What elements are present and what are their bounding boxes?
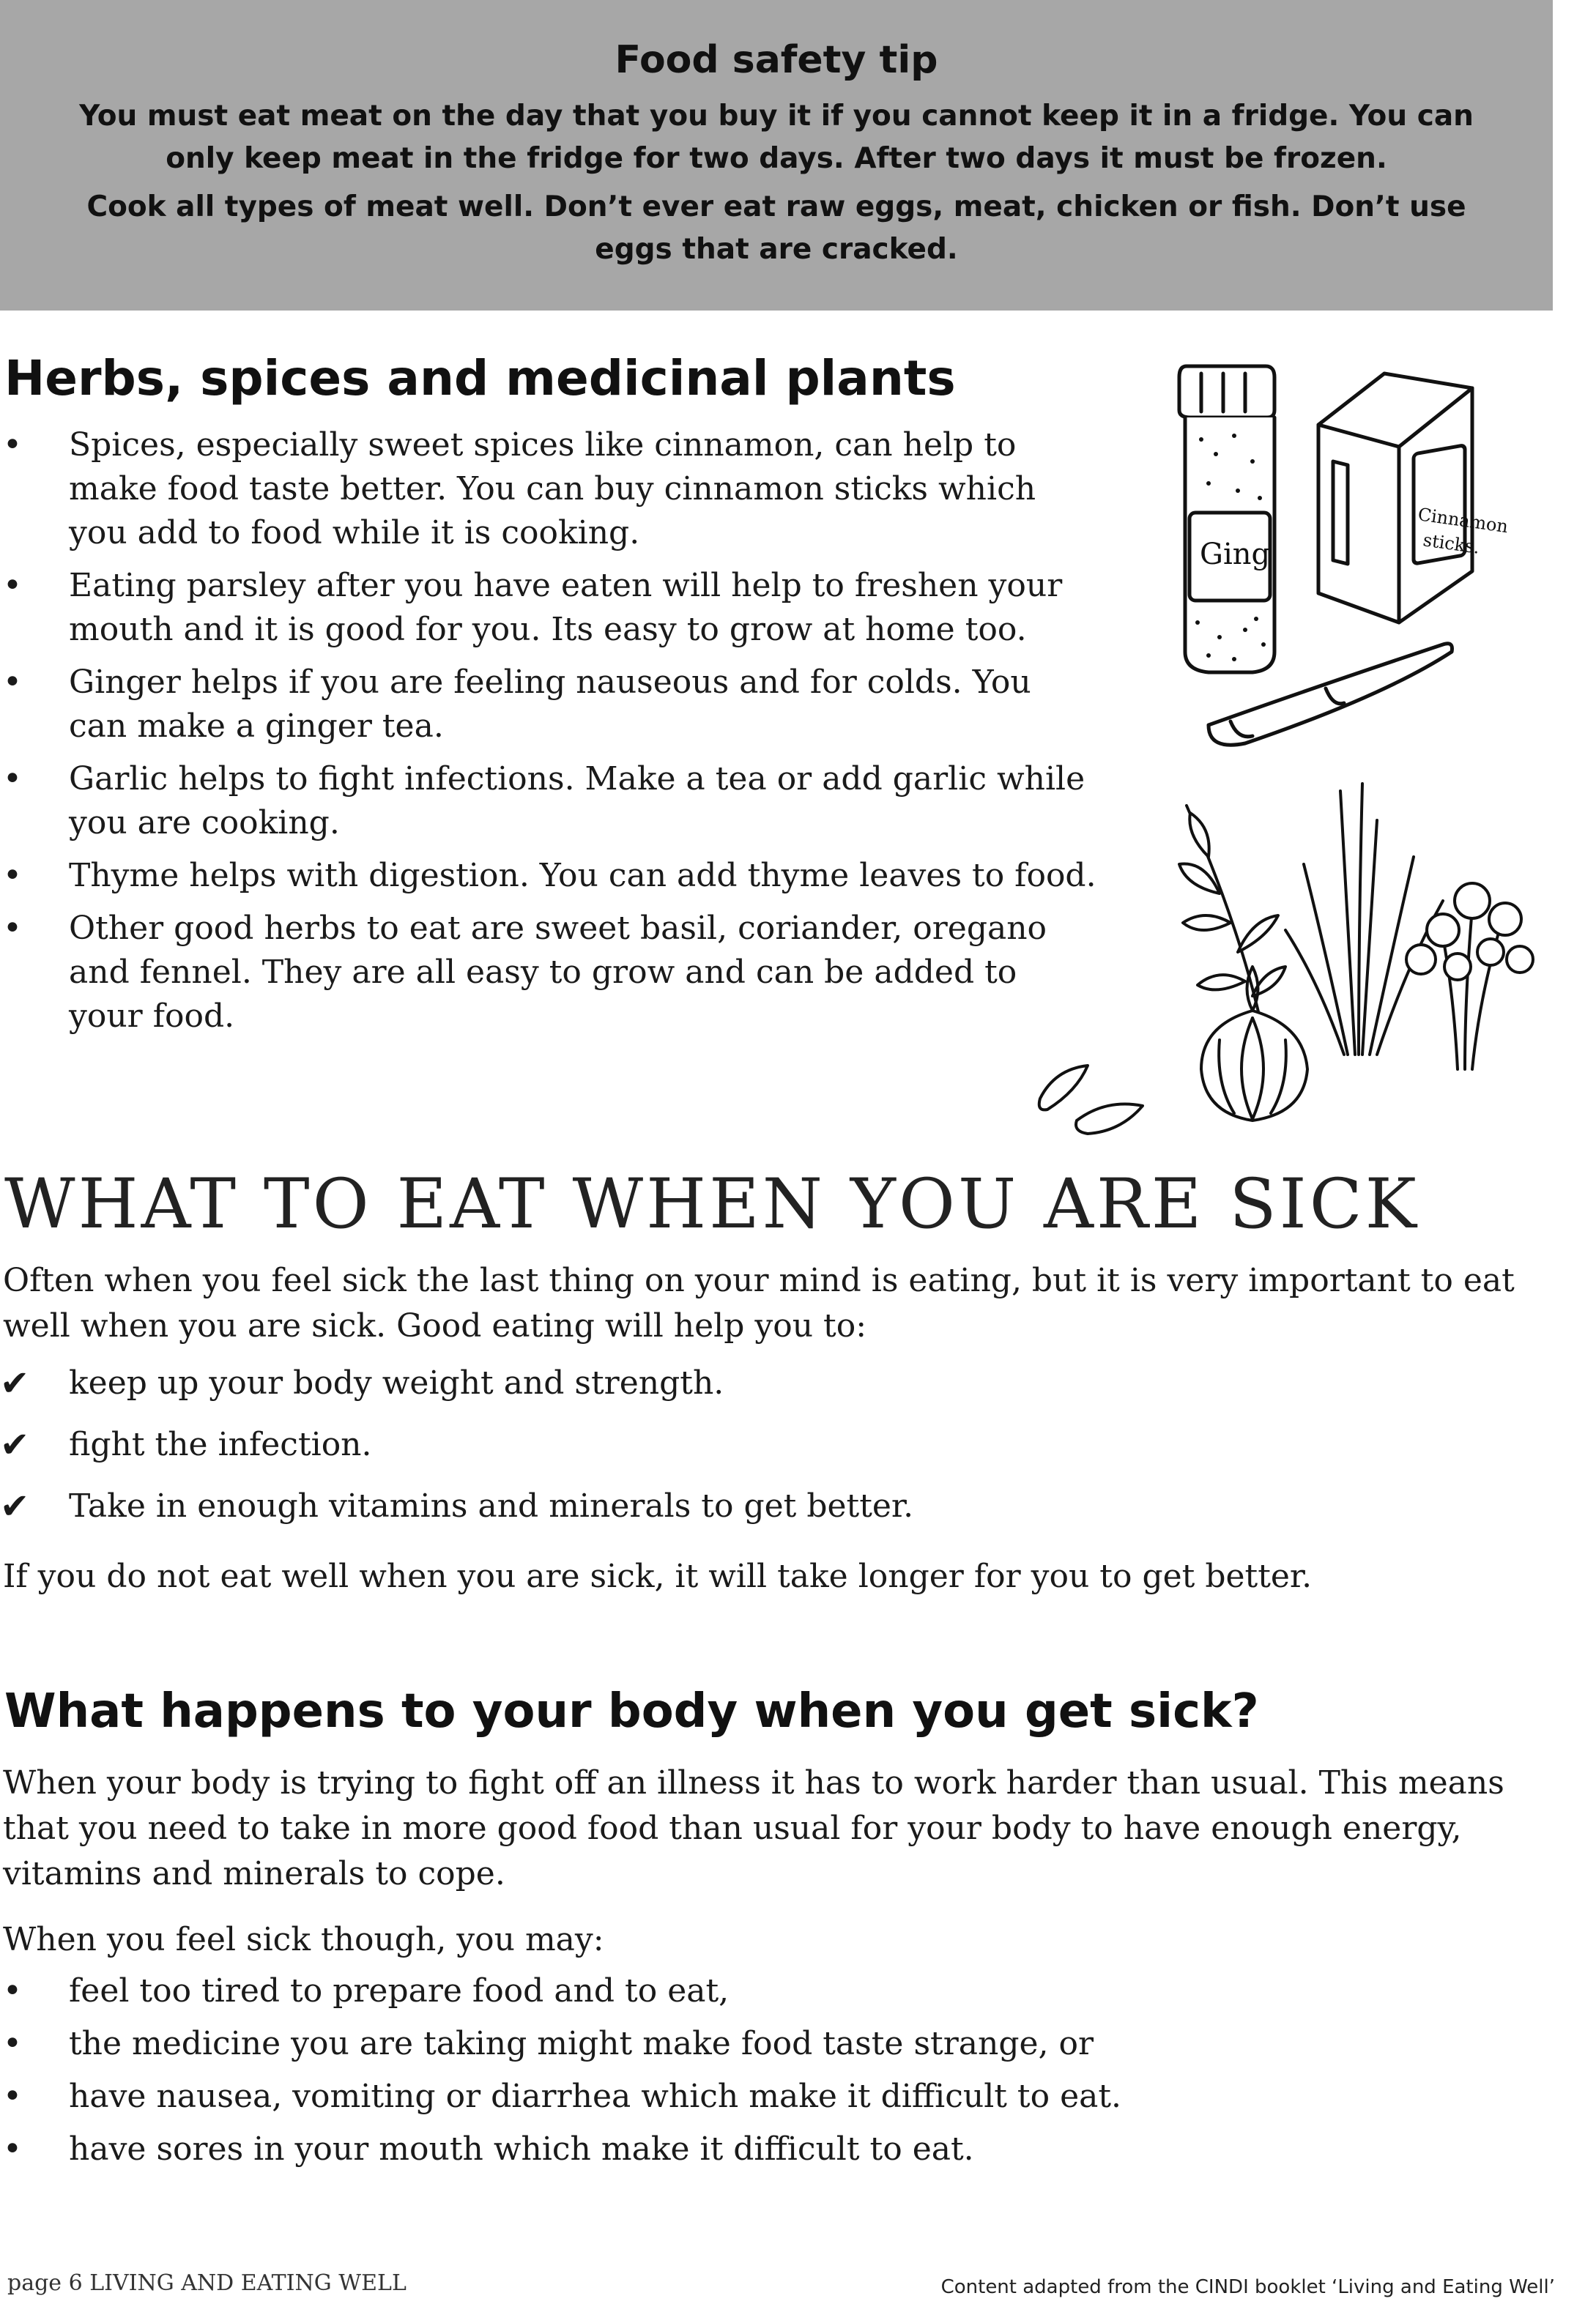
list-item xyxy=(0,1969,1538,2014)
bullet: • xyxy=(3,426,22,464)
list-item xyxy=(0,2021,1538,2067)
herb-item-text: Ginger helps if you are feeling nauseous and for colds. You can make a ginger tea. xyxy=(69,664,1031,745)
check-item-text: keep up your body weight and strength. xyxy=(69,1364,724,1402)
body-paragraph: When your body is trying to fight off an illness it has to work harder than usual. This means that you need to take in more good food than usual for your body to have enough energy, vitamins and minerals to cope. xyxy=(3,1764,1504,1892)
symptoms-list xyxy=(0,1969,1538,2179)
page-footer-left: page 6 LIVING AND EATING WELL xyxy=(7,2270,407,2296)
check-icon: ✔ xyxy=(0,1424,30,1465)
bullet: • xyxy=(3,1972,22,2010)
bullet: • xyxy=(3,567,22,604)
list-item xyxy=(0,661,1099,748)
list-item xyxy=(0,907,1099,1038)
sick-outro: If you do not eat well when you are sick, it will take longer for you to get better. xyxy=(3,1558,1313,1595)
bullet: • xyxy=(3,2130,22,2168)
tip-title: Food safety tip xyxy=(615,38,938,82)
food-safety-tip-box xyxy=(0,0,1553,311)
list-item xyxy=(0,757,1099,845)
sick-heading: WHAT TO EAT WHEN YOU ARE SICK xyxy=(4,1164,1419,1244)
list-item xyxy=(0,2127,1538,2172)
herbs-and-garlic-illustration xyxy=(1033,776,1538,1157)
sick-intro: Often when you feel sick the last thing on your mind is eating, but it is very important to eat well when you are sick. Good eating will help you to: xyxy=(3,1262,1515,1345)
herb-item-text: Spices, especially sweet spices like cinnamon, can help to make food taste better. You can buy cinnamon sticks which you add to food while it is cooking. xyxy=(69,426,1036,551)
bullet: • xyxy=(3,2078,22,2115)
check-item-text: Take in enough vitamins and minerals to get better. xyxy=(69,1487,914,1525)
bullet: • xyxy=(3,664,22,701)
box-label-line-1: Cinnamon xyxy=(1417,504,1510,538)
bullet: • xyxy=(3,2025,22,2062)
check-icon: ✔ xyxy=(0,1363,30,1404)
list-item xyxy=(0,423,1099,555)
symptom-item-text: have sores in your mouth which make it difficult to eat. xyxy=(69,2130,974,2168)
list-item xyxy=(0,1422,1538,1468)
body-heading: What happens to your body when you get sick? xyxy=(4,1684,1259,1739)
list-item xyxy=(0,2074,1538,2119)
list-item xyxy=(0,1361,1538,1406)
list-item xyxy=(0,854,1099,898)
list-item xyxy=(0,1484,1538,1529)
tip-paragraph-2: Cook all types of meat well. Don’t ever eat raw eggs, meat, chicken or fish. Don’t use eggs that are cracked. xyxy=(86,190,1466,266)
symptom-item-text: the medicine you are taking might make food taste strange, or xyxy=(69,2025,1094,2062)
sick-checklist xyxy=(0,1361,1538,1545)
list-item xyxy=(0,564,1099,652)
herb-item-text: Thyme helps with digestion. You can add thyme leaves to food. xyxy=(69,857,1096,894)
herb-item-text: Eating parsley after you have eaten will help to freshen your mouth and it is good for you. Its easy to grow at home too. xyxy=(69,567,1063,648)
bullet: • xyxy=(3,910,22,947)
bullet: • xyxy=(3,857,22,894)
check-item-text: fight the infection. xyxy=(69,1426,372,1463)
jar-label: Ging xyxy=(1200,538,1271,571)
herbs-heading: Herbs, spices and medicinal plants xyxy=(4,350,956,406)
herbs-list xyxy=(0,423,1099,1047)
box-label-line-2: sticks. xyxy=(1422,529,1481,558)
herb-item-text: Garlic helps to fight infections. Make a tea or add garlic while you are cooking. xyxy=(69,760,1085,841)
bullet: • xyxy=(3,760,22,798)
body-lead: When you feel sick though, you may: xyxy=(3,1921,604,1958)
symptom-item-text: have nausea, vomiting or diarrhea which make it difficult to eat. xyxy=(69,2078,1122,2115)
check-icon: ✔ xyxy=(0,1486,30,1527)
page-footer-right: Content adapted from the CINDI booklet ‘Living and Eating Well’ xyxy=(940,2276,1555,2298)
herb-item-text: Other good herbs to eat are sweet basil, coriander, oregano and fennel. They are all easy to grow and can be added to your food. xyxy=(69,910,1047,1035)
spice-jar-and-cinnamon-box-illustration xyxy=(1165,344,1545,754)
symptom-item-text: feel too tired to prepare food and to eat, xyxy=(69,1972,730,2010)
tip-paragraph-1: You must eat meat on the day that you buy it if you cannot keep it in a fridge. You can only keep meat in the fridge for two days. After two days it must be frozen. xyxy=(79,100,1474,175)
